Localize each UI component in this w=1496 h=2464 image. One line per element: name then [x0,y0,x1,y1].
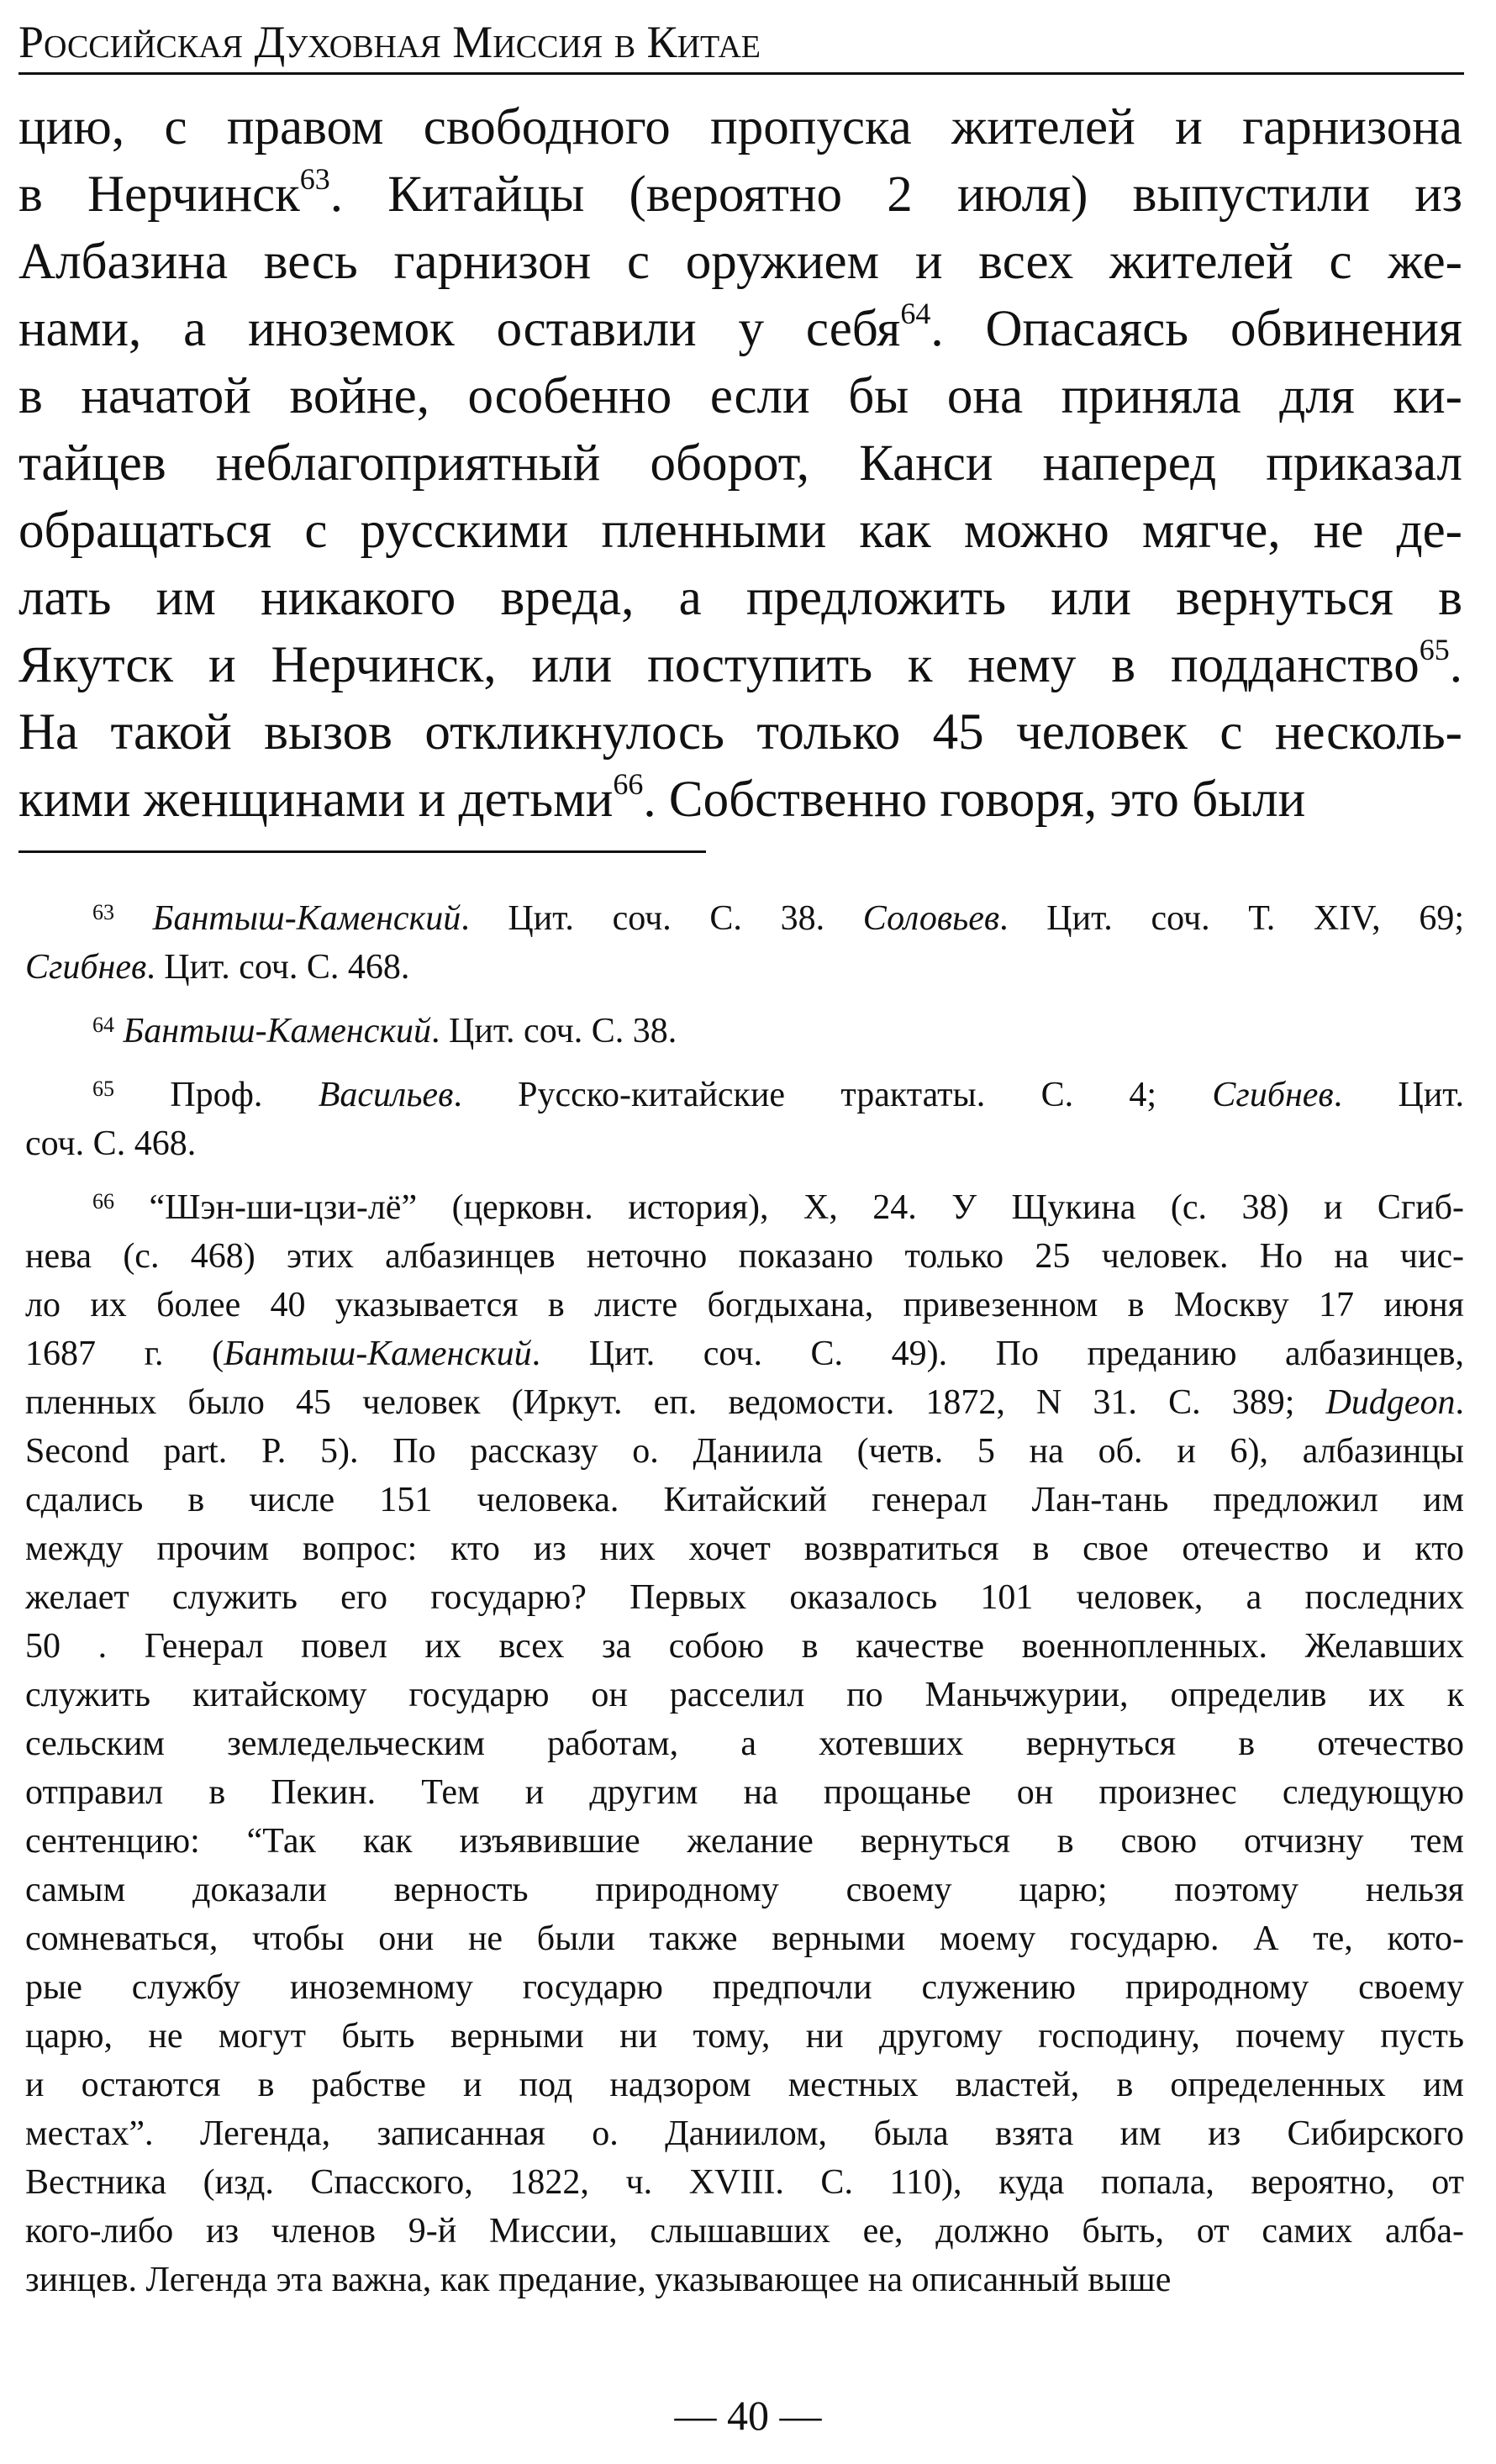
text-run: . [1449,637,1462,693]
text-run: в Нерчинск [18,166,300,223]
footnote-number: 64 [92,1013,114,1037]
italic-name: Соловьев [862,899,1000,938]
text-run: сомневаться, чтобы они не были также верными моему государю. А те, кото- [25,1919,1464,1958]
text-run: цию, с правом свободного пропуска жителей и гарнизона [18,99,1462,155]
footnote-line [25,1119,1464,1168]
main-text-line [18,363,1462,430]
footnote-line [25,1007,1464,1056]
footnote-line [25,1183,1464,1232]
footnote-divider [18,850,706,853]
footnote-reference: 66 [613,767,644,801]
footnote-line [25,1281,1464,1329]
text-run: сдались в числе 151 человека. Китайский генерал Лан-тань предложил им [25,1481,1464,1519]
footnote-line [25,1329,1464,1378]
main-text-line [18,565,1462,632]
footnote-number: 65 [92,1077,114,1101]
footnote-gap [25,1168,1464,1183]
footnote-line [25,1378,1464,1427]
text-run: . Собственно говоря, это были [643,771,1306,828]
footnotes [25,894,1464,2304]
footnote-number: 66 [92,1189,114,1214]
text-run: . Цит. соч. Т. XIV, 69; [999,899,1464,938]
text-run: . Цит. соч. С. 49). По преданию албазинцев, [531,1335,1464,1373]
footnote-line [25,1671,1464,1719]
text-run: На такой вызов откликнулось только 45 человек с несколь- [18,704,1462,761]
footnote-line [25,1914,1464,1963]
footnote-reference: 63 [299,162,330,196]
footnote-line [25,1427,1464,1476]
text-run: . Цит. соч. С. 468. [146,948,410,987]
footnote-line [25,1232,1464,1281]
italic-name: Сгибнев [25,948,147,987]
footnote-line [25,1866,1464,1914]
text-run: рые службу иноземному государю предпочли служению природному своему [25,1968,1464,2007]
text-run: сельским земледельческим работам, а хотевших вернуться в отечество [25,1724,1464,1763]
footnote-gap [25,1056,1464,1071]
text-run: . Опасаясь обвинения [930,301,1462,357]
italic-name: Бантыш-Каменский [224,1335,532,1373]
footnote-63 [25,894,1464,992]
text-run: между прочим вопрос: кто из них хочет возвратиться в свое отечество и кто [25,1529,1464,1568]
footnote-line [25,1719,1464,1768]
text-run: . Русско-китайские трактаты. С. 4; [453,1076,1213,1114]
main-text [18,94,1462,834]
text-run: зинцев. Легенда эта важна, как предание, указывающее на описанный выше [25,2261,1172,2299]
text-run: Албазина весь гарнизон с оружием и всех жителей с же- [18,234,1462,290]
main-text-line [18,296,1462,363]
footnote-line [25,1768,1464,1817]
footnote-line [25,1476,1464,1524]
main-text-line [18,94,1462,161]
text-run: Second part. P. 5). По рассказу о. Даниила (четв. 5 на об. и 6), албазинцы [25,1432,1464,1471]
text-run: местах”. Легенда, записанная о. Даниилом, была взята им из Сибирского [25,2114,1464,2153]
text-run: и остаются в рабстве и под надзором местных властей, в определенных им [25,2066,1464,2104]
footnote-line [25,2207,1464,2256]
main-text-line [18,632,1462,699]
text-run: . [1455,1383,1464,1422]
text-run: пленных было 45 человек (Иркут. еп. ведомости. 1872, N 31. С. 389; [25,1383,1326,1422]
main-text-line [18,229,1462,296]
page-number: — 40 — [674,2392,822,2439]
footnote-reference: 65 [1419,633,1450,666]
text-run: 50 . Генерал повел их всех за собою в качестве военнопленных. Желавших [25,1627,1464,1666]
footnote-line [25,2158,1464,2207]
text-run: отправил в Пекин. Тем и другим на прощанье он произнес следующую [25,1773,1464,1812]
text-run: тайцев неблагоприятный оборот, Канси наперед приказал [18,435,1462,492]
footnote-line [25,1622,1464,1671]
footnote-65 [25,1071,1464,1168]
text-run: кого-либо из членов 9-й Миссии, слышавших ее, должно быть, от самих алба- [25,2212,1464,2251]
text-run: в начатой войне, особенно если бы она приняла для ки- [18,368,1462,424]
footnote-line [25,1524,1464,1573]
main-text-line [18,161,1462,229]
text-run: желает служить его государю? Первых оказалось 101 человек, а последних [25,1578,1464,1617]
footnote-66 [25,1183,1464,2304]
running-header: Российская Духовная Миссия в Китае [18,15,1464,75]
text-run: соч. С. 468. [25,1124,197,1163]
footnote-line [25,1817,1464,1866]
footnote-64 [25,1007,1464,1056]
main-text-line [18,766,1462,834]
main-text-line [18,498,1462,565]
text-run: служить китайскому государю он расселил по Маньчжурии, определив их к [25,1676,1464,1714]
text-run: . Цит. соч. С. 38. [461,899,863,938]
text-run: ло их более 40 указывается в листе богдыхана, привезенном в Москву 17 июня [25,1286,1464,1324]
footnote-line [25,2109,1464,2158]
footnote-line [25,2061,1464,2109]
main-text-line [18,699,1462,766]
text-run: . Китайцы (вероятно 2 июля) выпустили из [329,166,1462,223]
text-run: “Шэн-ши-цзи-лё” (церковн. история), X, 24. У Щукина (с. 38) и Сгиб- [149,1188,1464,1227]
text-run: обращаться с русскими пленными как можно мягче, не де- [18,503,1462,559]
italic-name: Dudgeon [1325,1383,1456,1422]
italic-name: Бантыш-Каменский [123,1012,432,1050]
text-run: 1687 г. ( [25,1335,224,1373]
main-text-line [18,430,1462,498]
footnote-number: 63 [92,900,114,924]
text-run: Проф. [170,1076,319,1114]
footnote-line [25,2256,1464,2304]
footnote-line [25,1573,1464,1622]
text-run: нами, а иноземок оставили у себя [18,301,901,357]
footnote-gap [25,992,1464,1007]
text-run: царю, не могут быть верными ни тому, ни другому господину, почему пусть [25,2017,1464,2056]
text-run: Якутск и Нерчинск, или поступить к нему в подданство [18,637,1420,693]
footnote-line [25,1963,1464,2012]
text-run: лать им никакого вреда, а предложить или вернуться в [18,570,1462,626]
italic-name: Васильев [318,1076,454,1114]
text-run: кими женщинами и детьми [18,771,614,828]
italic-name: Сгибнев [1212,1076,1334,1114]
footnote-line [25,894,1464,943]
footnote-line [25,943,1464,992]
italic-name: Бантыш-Каменский [152,899,461,938]
footnote-line [25,1071,1464,1119]
text-run: . Цит. соч. С. 38. [431,1012,677,1050]
text-run: самым доказали верность природному своему царю; поэтому нельзя [25,1871,1464,1909]
text-run: нева (с. 468) этих албазинцев неточно показано только 25 человек. Но на чис- [25,1237,1464,1276]
text-run: Вестника (изд. Спасского, 1822, ч. XVIII. С. 110), куда попала, вероятно, от [25,2163,1464,2202]
text-run: . Цит. [1333,1076,1464,1114]
footnote-line [25,2012,1464,2061]
text-run: сентенцию: “Так как изъявившие желание вернуться в свою отчизну тем [25,1822,1464,1861]
footnote-reference: 64 [900,297,931,330]
